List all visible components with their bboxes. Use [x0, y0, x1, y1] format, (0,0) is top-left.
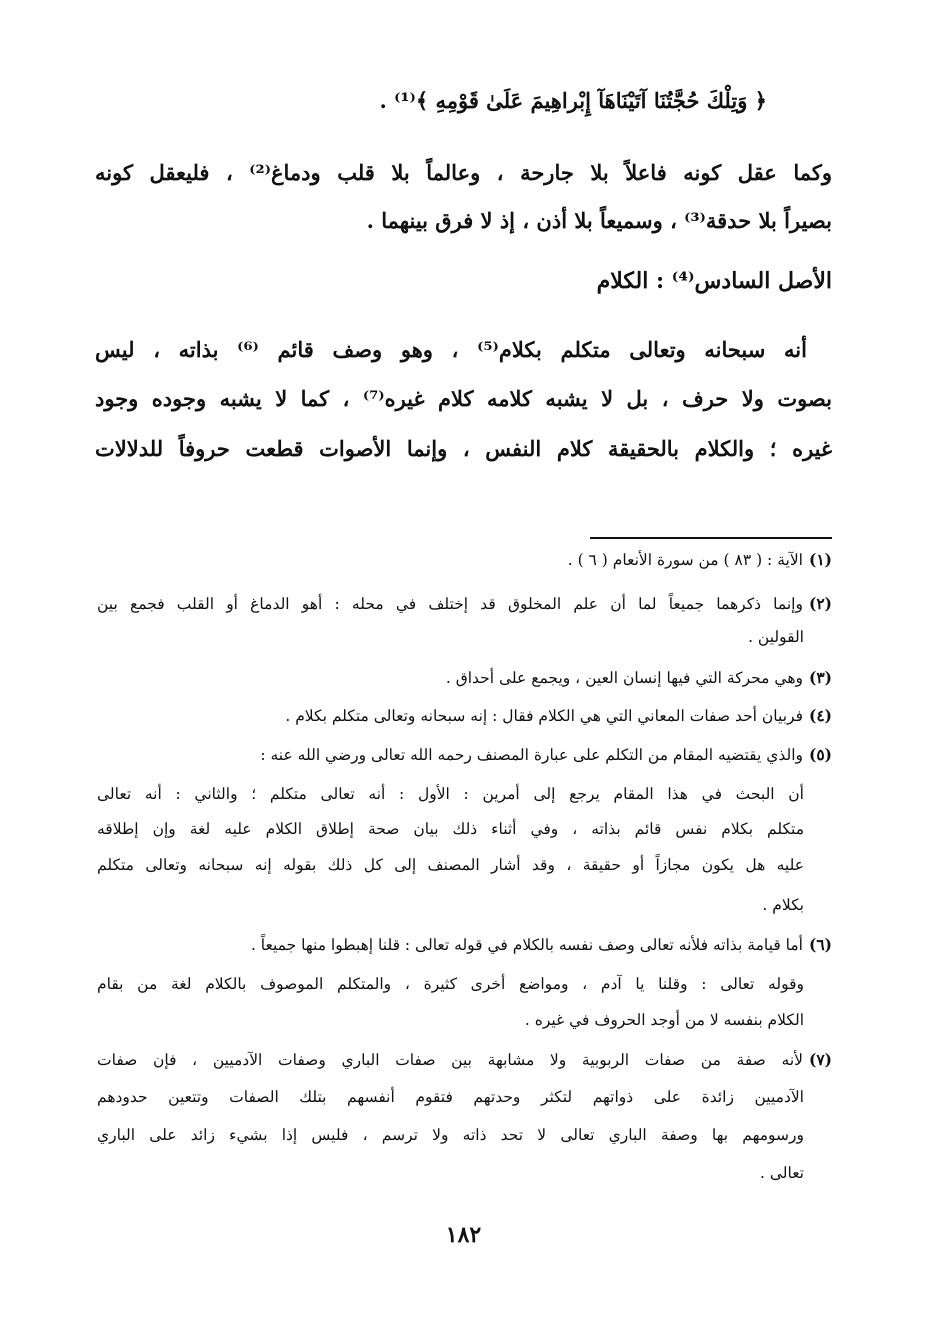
quran-verse: ﴿ وَتِلْكَ حُجَّتُنَا آتَيْنَاهَآ إِبْراهِيمَ عَلَىٰ قَوْمِهِ ﴾⁽¹⁾ .: [379, 88, 767, 113]
page-number: ١٨٢: [445, 1222, 482, 1248]
footnote-7: [97, 1050, 832, 1069]
footnote-5: [97, 745, 832, 764]
footnote-7-line-4: تعالى .: [759, 1164, 804, 1182]
footnote-3: [97, 668, 832, 687]
footnote-text: لأنه صفة من صفات الربوبية ولا مشابهة بين صفات الباري وصفات الآدميين ، فإن صفات: [97, 1051, 803, 1069]
footnote-4: [97, 706, 832, 725]
footnote-7-line-3: ورسومهم بها وصفة الباري تعالى لا تحد ذاته ولا ترسم ، فليس إذا بشيء زائد على الباري: [97, 1126, 804, 1144]
footnote-divider: [590, 537, 832, 539]
footnote-5-line-2: أن البحث في هذا المقام يرجع إلى أمرين : الأول : أنه تعالى متكلم ؛ والثاني : أنه تعالى: [97, 785, 804, 803]
footnote-text: والذي يقتضيه المقام من التكلم على عبارة المصنف رحمه الله تعالى ورضي الله عنه :: [260, 746, 803, 764]
footnote-text: وإنما ذكرهما جميعاً لما أن علم المخلوق قد إختلف في محله : أهو الدماغ أو القلب فجمع بين: [97, 595, 803, 613]
footnote-text: وهي محركة التي فيها إنسان العين ، ويجمع على أحداق .: [445, 669, 803, 687]
paragraph-1-line-2: بصيراً بلا حدقة⁽³⁾ ، وسميعاً بلا أذن ، إذ لا فرق بينهما .: [366, 208, 832, 233]
footnote-5-line-3: متكلم بكلام نفس قائم بذاته ، وفي أثناء ذلك بيان صحة إطلاق الكلام عليه لغة وإن إطلاقه: [97, 820, 804, 838]
footnote-2: [97, 594, 832, 613]
footnote-number: (٧): [808, 1050, 832, 1069]
footnote-5-line-5: بكلام .: [762, 896, 804, 914]
paragraph-2-line-1: أنه سبحانه وتعالى متكلم بكلام⁽⁵⁾ ، وهو وصف قائم ⁽⁶⁾ بذاته ، ليس: [95, 337, 807, 362]
footnote-number: (٢): [808, 594, 832, 613]
paragraph-1-line-1: وكما عقل كونه فاعلاً بلا جارحة ، وعالماً بلا قلب ودماغ⁽²⁾ ، فليعقل كونه: [95, 160, 833, 185]
footnote-text: فربيان أحد صفات المعاني التي هي الكلام فقال : إنه سبحانه وتعالى متكلم بكلام .: [285, 707, 803, 725]
footnote-2-line-2: القولين .: [748, 628, 804, 646]
footnote-number: (٣): [808, 668, 832, 687]
footnote-text: أما قيامة بذاته فلأنه تعالى وصف نفسه بالكلام في قوله تعالى : قلنا إهبطوا منها جميعاً .: [250, 936, 803, 954]
footnote-number: (١): [808, 550, 832, 569]
paragraph-2-line-3: غيره ؛ والكلام بالحقيقة كلام النفس ، وإنما الأصوات قطعت حروفاً للدلالات: [95, 436, 832, 461]
paragraph-2-line-2: بصوت ولا حرف ، بل لا يشبه كلامه كلام غيره⁽⁷⁾ ، كما لا يشبه وجوده وجود: [95, 386, 832, 411]
footnote-number: (٦): [808, 935, 832, 954]
footnote-5-line-4: عليه هل يكون مجازاً أو حقيقة ، وقد أشار المصنف إلى كل ذلك بقوله إنه سبحانه وتعالى متكلم: [97, 856, 804, 874]
section-heading: الأصل السادس⁽⁴⁾ : الكلام: [596, 268, 832, 294]
footnote-1: [97, 550, 832, 569]
footnote-6-line-3: الكلام بنفسه لا من أوجد الحروف في غيره .: [524, 1011, 804, 1029]
footnote-text: الآية : ( ٨٣ ) من سورة الأنعام ( ٦ ) .: [567, 551, 803, 569]
footnote-6-line-2: وقوله تعالى : وقلنا يا آدم ، ومواضع أخرى كثيرة ، والمتكلم الموصوف بالكلام لغة من بقام: [97, 975, 804, 993]
footnote-number: (٥): [808, 745, 832, 764]
footnote-7-line-2: الآدميين زائدة على ذواتهم لتكثر وحدتهم فتقوم أنفسهم بتلك الصفات وتتعين حدودهم: [97, 1088, 804, 1106]
footnote-number: (٤): [808, 706, 832, 725]
footnote-6: [97, 935, 832, 954]
